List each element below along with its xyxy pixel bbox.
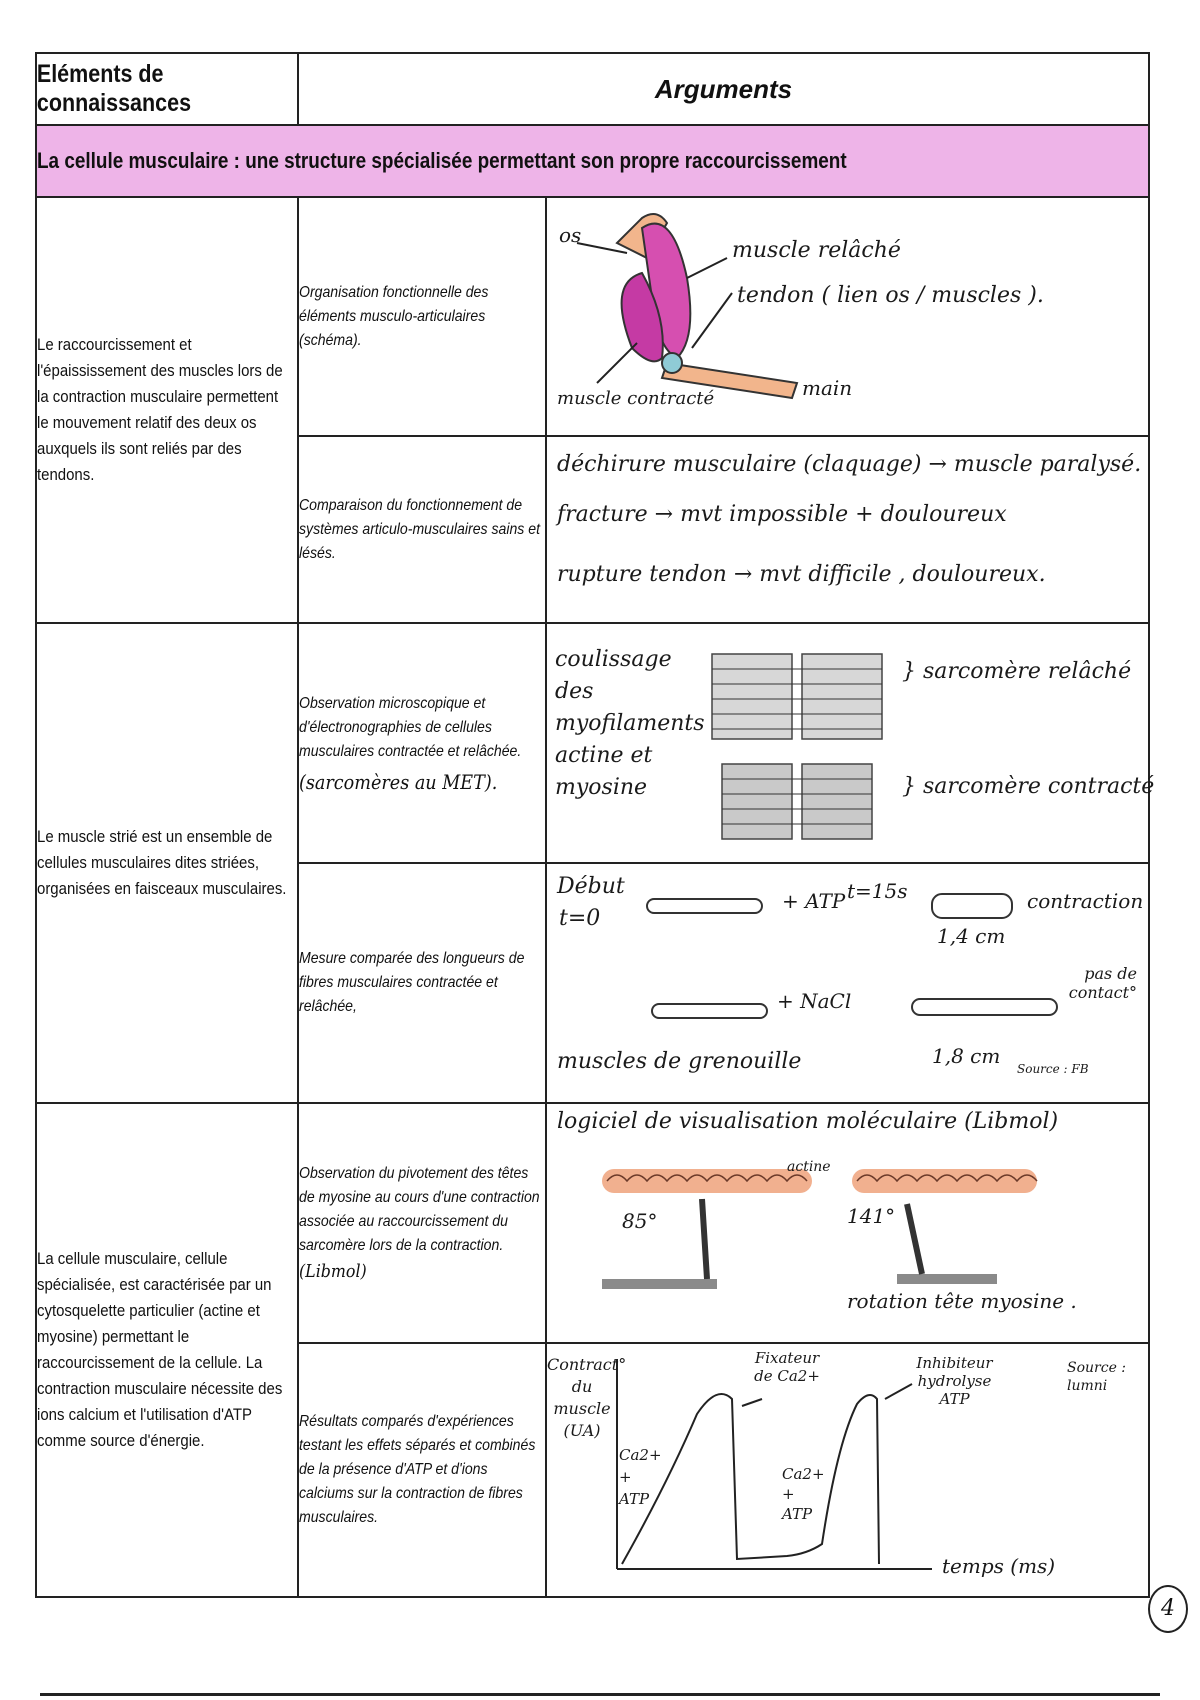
note-sliding: coulissage des myofilaments actine et myosine bbox=[555, 647, 705, 800]
bottom-rule bbox=[40, 1693, 1160, 1696]
note-relaxed-muscle: muscle relâché bbox=[732, 238, 901, 263]
table-header-row bbox=[36, 53, 1149, 125]
note-actin: actine bbox=[787, 1159, 831, 1175]
note-source-lumni: Source : lumni bbox=[1067, 1360, 1127, 1394]
note-contracted-sarcomere: } sarcomère contracté bbox=[902, 774, 1155, 799]
section-title: La cellule musculaire : une structure spécialisée permettant son propre raccourcissement bbox=[36, 125, 1149, 197]
method-cell: Comparaison du fonctionnement de systèmes articulo-musculaires sains et lésés. bbox=[298, 436, 546, 623]
note-source-fb: Source : FB bbox=[1017, 1062, 1089, 1076]
knowledge-cell: La cellule musculaire, cellule spécialisée, est caractérisée par un cytosquelette particulier (actine et myosine) permettant le raccourcissement de la cellule. La contraction musculaire nécessite des ions calcium et l'utilisation d'ATP comme source d'énergie. bbox=[36, 1103, 298, 1597]
note-tendon-rupture: rupture tendon → mvt difficile , douloureux. bbox=[557, 562, 1046, 587]
note-frog: muscles de grenouille bbox=[557, 1049, 802, 1074]
table-row bbox=[36, 623, 1149, 863]
contraction-graph bbox=[546, 1343, 1149, 1597]
note-contracted-muscle: muscle contracté bbox=[557, 388, 715, 409]
knowledge-cell: Le raccourcissement et l'épaississement des muscles lors de la contraction musculaire permettent le mouvement relatif des deux os auxquels ils sont reliés par des tendons. bbox=[36, 197, 298, 623]
method-handwritten: (sarcomères au MET). bbox=[299, 770, 498, 794]
note-atp: + ATP bbox=[782, 889, 846, 913]
note-relaxed-sarcomere: } sarcomère relâché bbox=[902, 659, 1132, 684]
page-number: 4 bbox=[1148, 1585, 1188, 1633]
note-fracture: fracture → mvt impossible + douloureux bbox=[557, 502, 1007, 527]
fiber-length-diagram bbox=[546, 863, 1149, 1103]
section-row bbox=[36, 125, 1149, 197]
myosin-diagram bbox=[546, 1103, 1149, 1343]
note-ca-atp-2: Ca2+ + ATP bbox=[782, 1465, 825, 1523]
note-software: logiciel de visualisation moléculaire (Libmol) bbox=[557, 1109, 1059, 1134]
note-start: Début bbox=[557, 874, 625, 899]
note-t0: t=0 bbox=[559, 906, 601, 931]
graph-x-label: temps (ms) bbox=[942, 1554, 1056, 1578]
muscle-diagram bbox=[546, 197, 1149, 436]
document-sheet bbox=[35, 52, 1155, 1598]
header-knowledge: Eléments de connaissances bbox=[36, 53, 261, 125]
method-cell: Observation microscopique et d'électronographies de cellules musculaires contractée et relâchée. (sarcomères au MET). bbox=[298, 623, 546, 863]
note-nacl: + NaCl bbox=[777, 989, 852, 1013]
header-arguments: Arguments bbox=[298, 53, 1149, 125]
graph-y-label: Contract° du muscle (UA) bbox=[547, 1355, 627, 1440]
note-ca-atp-1: Ca2+ + ATP bbox=[619, 1446, 662, 1508]
table-row bbox=[36, 1103, 1149, 1343]
note-t15: t=15s bbox=[847, 879, 908, 903]
note-14cm: 1,4 cm bbox=[937, 924, 1006, 948]
note-angle-85: 85° bbox=[622, 1209, 658, 1233]
sarcomere-diagram bbox=[546, 623, 1155, 863]
note-calcium-binder: Fixateur de Ca2+ bbox=[754, 1349, 820, 1385]
note-angle-141: 141° bbox=[847, 1204, 896, 1228]
method-cell: Organisation fonctionnelle des éléments musculo-articulaires (schéma). bbox=[298, 197, 546, 436]
note-contraction: contraction bbox=[1027, 889, 1144, 913]
method-cell: Mesure comparée des longueurs de fibres musculaires contractée et relâchée, bbox=[298, 863, 546, 1103]
knowledge-table bbox=[35, 52, 1155, 1598]
method-cell: Résultats comparés d'expériences testant les effets séparés et combinés de la présence d'ATP et d'ions calciums sur la contraction de fibres musculaires. bbox=[298, 1343, 546, 1597]
knowledge-cell: Le muscle strié est un ensemble de cellules musculaires dites striées, organisées en faisceaux musculaires. bbox=[36, 623, 298, 1103]
method-handwritten: (Libmol) bbox=[299, 1261, 367, 1282]
note-tear: déchirure musculaire (claquage) → muscle paralysé. bbox=[557, 452, 1142, 477]
note-hand: main bbox=[802, 376, 853, 400]
note-tendon: tendon ( lien os / muscles ). bbox=[737, 283, 1044, 308]
note-atp-inhibitor: Inhibiteur hydrolyse ATP bbox=[916, 1354, 993, 1408]
note-rotation: rotation tête myosine . bbox=[847, 1289, 1077, 1313]
note-18cm: 1,8 cm bbox=[932, 1044, 1001, 1068]
note-no-contact: pas de contact° bbox=[1068, 964, 1137, 1002]
lesion-notes bbox=[546, 436, 1149, 623]
note-os: os bbox=[559, 223, 582, 247]
table-row bbox=[36, 197, 1149, 436]
method-cell: Observation du pivotement des têtes de myosine au cours d'une contraction associée au raccourcissement du sarcomère lors de la contraction. (Libmol) bbox=[298, 1103, 546, 1343]
